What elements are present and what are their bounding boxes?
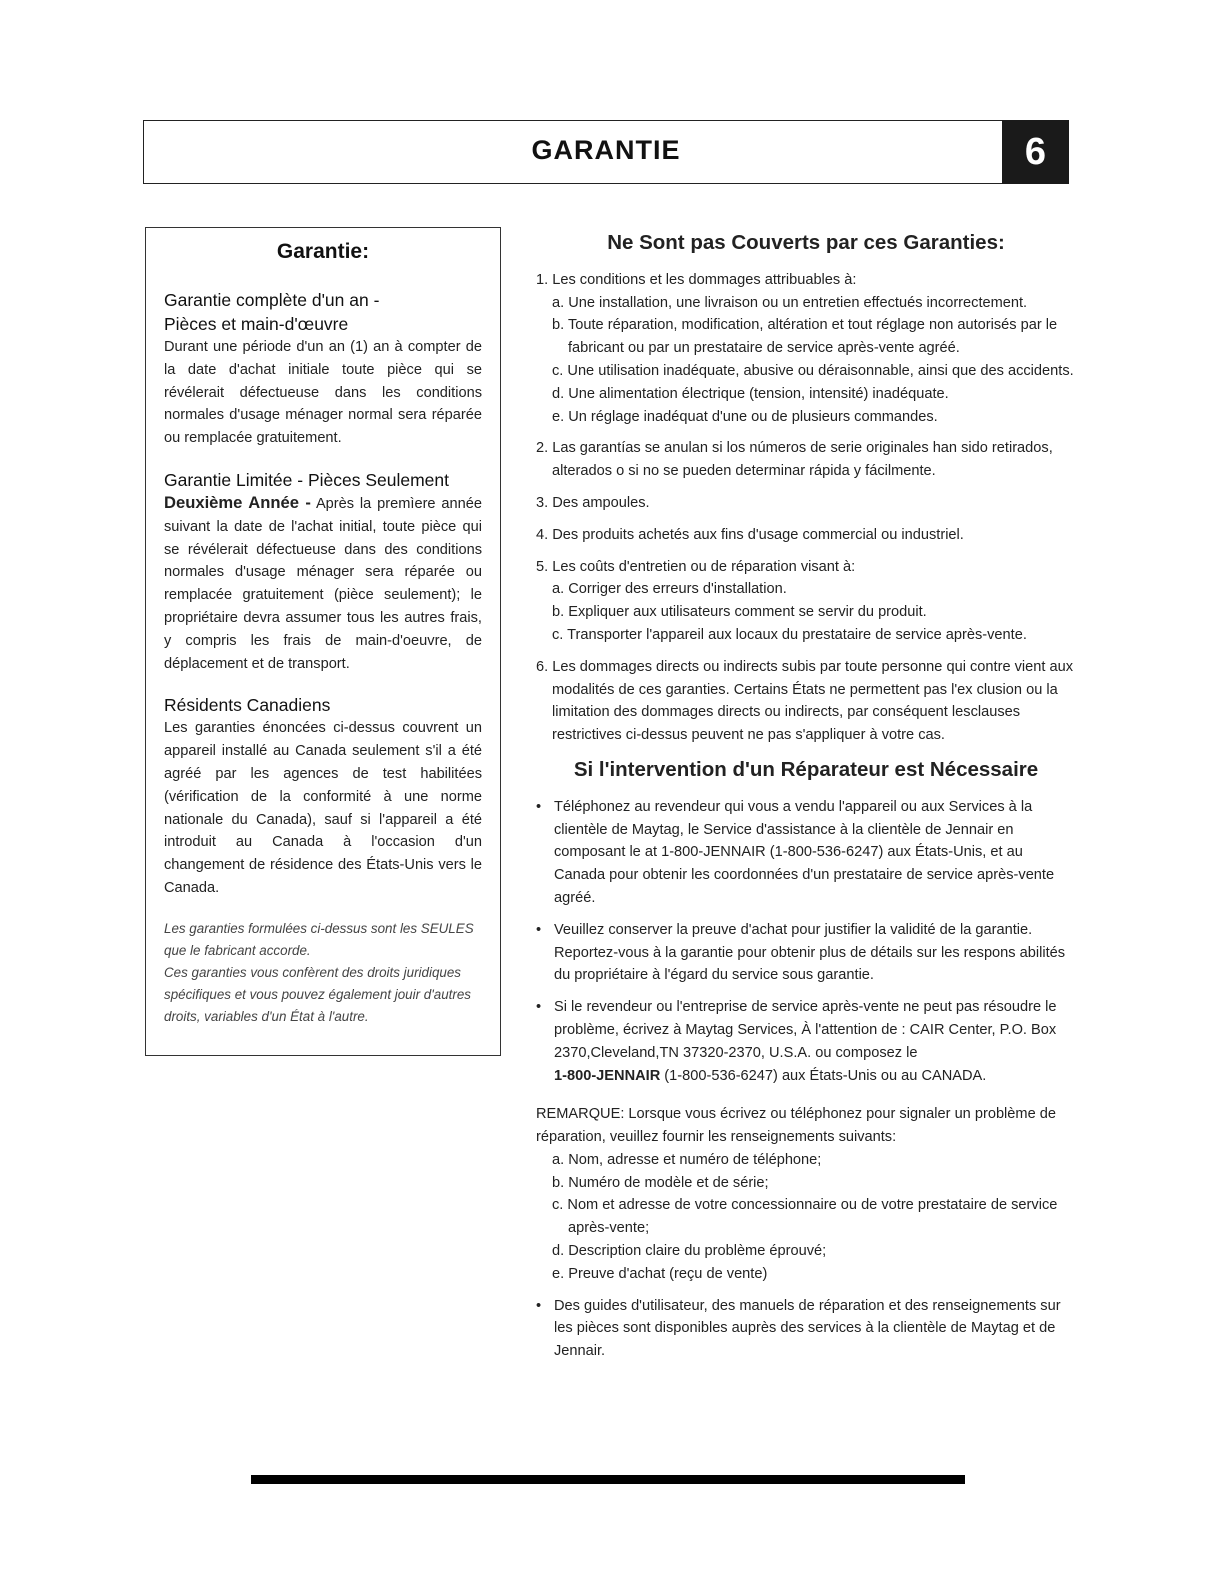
exclusion-item-6: 6. Les dommages directs ou indirects subis par toute personne qui contre vient aux modalités de ces garanties. Certains États ne permettent pas l'ex clusion ou la limitation des dommages directs ou indirects, par conséquent lesclauses restrictives ci-dessus peuvent ne pas s'appliquer à votre cas. [536, 658, 1074, 744]
service-phone: 1-800-JENNAIR [554, 1067, 661, 1084]
footer-rule [251, 1475, 965, 1484]
service-bullet-3-text: Si le revendeur ou l'entreprise de service après-vente ne peut pas résoudre le problème, écrivez à Maytag Services, À l'attention de : CAIR Center, P.O. Box 2370,Cleveland,TN 37320-2370, U.S.A. ou composez le [554, 999, 1057, 1061]
service-bullet-2: • Veuillez conserver la preuve d'achat pour justifier la validité de la garantie. Reportez-vous à la garantie pour obtenir plus de détails sur les respons abilités du propriétaire à l'égard du service sous garantie. [536, 919, 1076, 987]
service-title: Si l'intervention d'un Réparateur est Nécessaire [573, 757, 1039, 781]
exclusion-item-5 [536, 556, 1076, 647]
exclusion-1b: b. Toute réparation, modification, altération et tout réglage non autorisés par le fabricant ou par un prestataire de service après-vente agréé. [552, 317, 1058, 357]
service-bullet-1: • Téléphonez au revendeur qui vous a vendu l'appareil ou aux Services à la clientèle de Maytag, le Service d'assistance à la clientèle de Jennair en composant le at 1-800-JENNAIR (1-800-536-6247) aux États-Unis, et au Canada pour obtenir les coordonnées d'un prestataire de service après-vente agréé. [536, 796, 1076, 910]
full-warranty-text: Durant une période d'un an (1) an à compter de la date d'achat initiale toute pièce qui se révélerait défectueuse dans les conditions normales d'usage ménager normal sera réparée ou remplacée gratuitement. [164, 339, 482, 447]
exclusion-5b: b. Expliquer aux utilisateurs comment se servir du produit. [552, 604, 927, 621]
exclusion-1d: d. Une alimentation électrique (tension, intensité) inadéquate. [552, 385, 949, 402]
exclusion-item-4: 4. Des produits achetés aux fins d'usage commercial ou industriel. [536, 526, 964, 543]
exclusion-item-3: 3. Des ampoules. [536, 494, 650, 511]
exclusion-5-text: 5. Les coûts d'entretien ou de réparation visant à: [536, 558, 856, 575]
full-warranty-heading: Garantie complète d'un an - [164, 290, 380, 310]
canada-text: Les garanties énoncées ci-dessus couvrent un appareil installé au Canada seulement s'il a été agréé par les agences de test habilitées (vérification de la conformité à une norme nationale du Canada), sauf si l'appareil a été introduit au Canada à l'occasion d'un changement de résidence des États-Unis vers le Canada. [164, 720, 482, 896]
limited-warranty-lead: Deuxième Année - [164, 492, 311, 512]
page-title: GARANTIE [531, 135, 681, 165]
remark-e: e. Preuve d'achat (reçu de vente) [552, 1265, 768, 1282]
exclusions-title: Ne Sont pas Couverts par ces Garanties: [607, 231, 1005, 254]
warranty-box-title: Garantie: [276, 240, 370, 263]
exclusion-1-text: 1. Les conditions et les dommages attribuables à: [536, 271, 857, 288]
exclusion-item-2: 2. Las garantías se anulan si los números de serie originales han sido retirados, alterados o si no se pueden determinar rápida y fácilmente. [536, 440, 1053, 480]
limited-warranty-heading: Garantie Limitée - Pièces Seulement [164, 469, 449, 490]
service-bullet-3 [536, 996, 1076, 1087]
service-bullet-3-tail: (1-800-536-6247) aux États-Unis ou au CANADA. [660, 1067, 987, 1084]
limited-warranty-text [164, 492, 482, 675]
remark-a: a. Nom, adresse et numéro de téléphone; [552, 1151, 822, 1168]
canada-heading: Résidents Canadiens [164, 695, 331, 716]
exclusion-1e: e. Un réglage inadéquat d'une ou de plusieurs commandes. [552, 408, 938, 425]
legal-rights-note: Ces garanties vous confèrent des droits juridiques spécifiques et vous pouvez également jouir d'autres droits, variables d'un État à l'autre. [164, 964, 472, 1024]
exclusions-column [536, 232, 1076, 1372]
remark-block [536, 1103, 1076, 1285]
exclusion-item-1 [536, 269, 1076, 429]
remark-d: d. Description claire du problème éprouvé; [552, 1243, 827, 1260]
limited-warranty-body: Après la premìere année suivant la date de l'achat initial, toute pièce qui se révélerait défectueuse dans des conditions normales d'usage ménager sera réparée ou remplacée gratuitement (pièce seulement); le propriétaire devra assumer tous les autres frais, y compris les frais de main-d'oeuvre, de déplacement et de transport. [164, 495, 482, 672]
exclusion-1c: c. Une utilisation inadéquate, abusive ou déraisonnable, ainsi que des accidents. [552, 362, 1074, 379]
remark-b: b. Numéro de modèle et de série; [552, 1174, 769, 1191]
remark-c: c. Nom et adresse de votre concessionnaire ou de votre prestataire de service après-vente; [552, 1197, 1058, 1237]
exclusion-5a: a. Corriger des erreurs d'installation. [552, 581, 787, 598]
page-header [143, 120, 1069, 184]
exclusive-warranty-note: Les garanties formulées ci-dessus sont les SEULES que le fabricant accorde. [164, 920, 474, 958]
exclusion-1a: a. Une installation, une livraison ou un entretien effectués incorrectement. [552, 294, 1028, 311]
warranty-box [145, 227, 501, 1056]
chapter-number-badge: 6 [1002, 120, 1069, 184]
full-warranty-subheading: Pièces et main-d'œuvre [164, 314, 349, 334]
service-bullet-4: • Des guides d'utilisateur, des manuels de réparation et des renseignements sur les pièces sont disponibles auprès des services à la clientèle de Maytag et de Jennair. [536, 1295, 1076, 1363]
remark-text: REMARQUE: Lorsque vous écrivez ou téléphonez pour signaler un problème de réparation, veuillez fournir les renseignements suivants: [536, 1106, 1056, 1146]
exclusion-5c: c. Transporter l'appareil aux locaux du prestataire de service après-vente. [552, 626, 1027, 643]
